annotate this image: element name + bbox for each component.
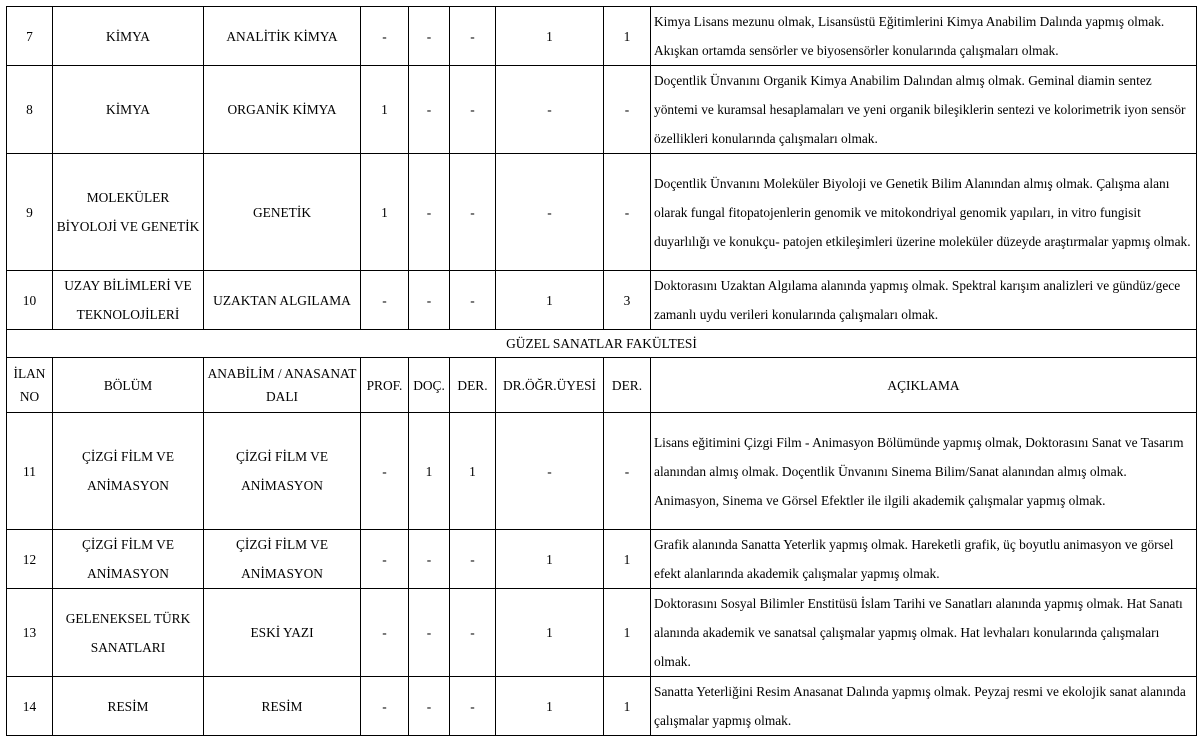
header-bolum: BÖLÜM (53, 358, 204, 413)
bolum-cell: GELENEKSEL TÜRK SANATLARI (53, 589, 204, 677)
anabilim-cell: ESKİ YAZI (204, 589, 361, 677)
doc-cell: - (409, 154, 450, 271)
job-listing-table (6, 6, 1197, 736)
der-cell: 1 (604, 530, 651, 589)
doc-cell: - (409, 589, 450, 677)
der-cell: - (450, 677, 496, 736)
aciklama-cell: Grafik alanında Sanatta Yeterlik yapmış olmak. Hareketli grafik, üç boyutlu animasyon ve görsel efekt alanlarında akademik çalışmalar yapmış olmak. (651, 530, 1197, 589)
header-aciklama: AÇIKLAMA (651, 358, 1197, 413)
header-ilan-no: İLAN NO (7, 358, 53, 413)
faculty-title: GÜZEL SANATLAR FAKÜLTESİ (7, 330, 1197, 358)
der-cell: - (450, 154, 496, 271)
aciklama-cell: Doçentlik Ünvanını Moleküler Biyoloji ve Genetik Bilim Alanından almış olmak. Çalışma alanı olarak fungal fitopatojenlerin genomik ve mitokondriyal genomik yapıları, in vitro fungisit duyarlılığı ve konukçu- patojen etkileşimleri üzerine moleküler düzeyde araştırmalar yapmış olmak. (651, 154, 1197, 271)
aciklama-cell: Doktorasını Sosyal Bilimler Enstitüsü İslam Tarihi ve Sanatları alanında yapmış olmak. Hat Sanatı alanında akademik ve sanatsal çalışmalar yapmış olmak. Hat levhaları konularında çalışmaları olmak. (651, 589, 1197, 677)
der-cell: - (450, 530, 496, 589)
bolum-cell: KİMYA (53, 7, 204, 66)
dr-ogr-uyesi-cell: - (496, 66, 604, 154)
bolum-cell: UZAY BİLİMLERİ VE TEKNOLOJİLERİ (53, 271, 204, 330)
prof-cell: 1 (361, 66, 409, 154)
anabilim-cell: UZAKTAN ALGILAMA (204, 271, 361, 330)
table-row (7, 154, 1197, 271)
doc-cell: - (409, 66, 450, 154)
ilan-no-cell: 9 (7, 154, 53, 271)
anabilim-cell: RESİM (204, 677, 361, 736)
ilan-no-cell: 7 (7, 7, 53, 66)
dr-ogr-uyesi-cell: 1 (496, 7, 604, 66)
der-cell: - (604, 66, 651, 154)
der-cell: - (604, 413, 651, 530)
bolum-cell: ÇİZGİ FİLM VE ANİMASYON (53, 413, 204, 530)
der-cell: 1 (604, 589, 651, 677)
ilan-no-cell: 14 (7, 677, 53, 736)
aciklama-cell: Lisans eğitimini Çizgi Film - Animasyon Bölümünde yapmış olmak, Doktorasını Sanat ve Tasarım alanından almış olmak. Doçentlik Ünvanını Sinema Bilim/Sanat alanından almış olmak. Animasyon, Sinema ve Görsel Efektler ile ilgili akademik çalışmalar yapmış olmak. (651, 413, 1197, 530)
section-row (7, 330, 1197, 358)
doc-cell: 1 (409, 413, 450, 530)
dr-ogr-uyesi-cell: 1 (496, 530, 604, 589)
anabilim-cell: ANALİTİK KİMYA (204, 7, 361, 66)
bolum-cell: ÇİZGİ FİLM VE ANİMASYON (53, 530, 204, 589)
bolum-cell: KİMYA (53, 66, 204, 154)
header-anabilim: ANABİLİM / ANASANAT DALI (204, 358, 361, 413)
ilan-no-cell: 13 (7, 589, 53, 677)
table-row (7, 413, 1197, 530)
aciklama-cell: Doktorasını Uzaktan Algılama alanında yapmış olmak. Spektral karışım analizleri ve gündüz/gece zamanlı uydu verileri konularında çalışmaları olmak. (651, 271, 1197, 330)
table-row (7, 271, 1197, 330)
bolum-cell: RESİM (53, 677, 204, 736)
prof-cell: - (361, 530, 409, 589)
ilan-no-cell: 10 (7, 271, 53, 330)
prof-cell: - (361, 7, 409, 66)
dr-ogr-uyesi-cell: 1 (496, 589, 604, 677)
doc-cell: - (409, 271, 450, 330)
der-cell: - (450, 589, 496, 677)
table-row (7, 66, 1197, 154)
prof-cell: 1 (361, 154, 409, 271)
anabilim-cell: ORGANİK KİMYA (204, 66, 361, 154)
der-cell: 3 (604, 271, 651, 330)
dr-ogr-uyesi-cell: - (496, 154, 604, 271)
prof-cell: - (361, 271, 409, 330)
prof-cell: - (361, 413, 409, 530)
header-row (7, 358, 1197, 413)
header-der: DER. (450, 358, 496, 413)
der-cell: - (450, 66, 496, 154)
prof-cell: - (361, 589, 409, 677)
der-cell: 1 (604, 7, 651, 66)
anabilim-cell: GENETİK (204, 154, 361, 271)
header-der: DER. (604, 358, 651, 413)
anabilim-cell: ÇİZGİ FİLM VE ANİMASYON (204, 530, 361, 589)
der-cell: 1 (604, 677, 651, 736)
header-prof: PROF. (361, 358, 409, 413)
table-row (7, 589, 1197, 677)
aciklama-cell: Doçentlik Ünvanını Organik Kimya Anabilim Dalından almış olmak. Geminal diamin sentez yöntemi ve kuramsal hesaplamaları ve yeni organik bileşiklerin sentezi ve kolorimetrik iyon sensör özellikleri konularında çalışmaları olmak. (651, 66, 1197, 154)
doc-cell: - (409, 7, 450, 66)
ilan-no-cell: 11 (7, 413, 53, 530)
doc-cell: - (409, 530, 450, 589)
dr-ogr-uyesi-cell: - (496, 413, 604, 530)
aciklama-cell: Kimya Lisans mezunu olmak, Lisansüstü Eğitimlerini Kimya Anabilim Dalında yapmış olmak. Akışkan ortamda sensörler ve biyosensörler konularında çalışmaları olmak. (651, 7, 1197, 66)
dr-ogr-uyesi-cell: 1 (496, 271, 604, 330)
ilan-no-cell: 8 (7, 66, 53, 154)
table-row (7, 7, 1197, 66)
header-doc: DOÇ. (409, 358, 450, 413)
ilan-no-cell: 12 (7, 530, 53, 589)
der-cell: - (450, 7, 496, 66)
table-row (7, 530, 1197, 589)
dr-ogr-uyesi-cell: 1 (496, 677, 604, 736)
der-cell: 1 (450, 413, 496, 530)
der-cell: - (604, 154, 651, 271)
prof-cell: - (361, 677, 409, 736)
table-row (7, 677, 1197, 736)
header-dr-ogr-uyesi: DR.ÖĞR.ÜYESİ (496, 358, 604, 413)
aciklama-cell: Sanatta Yeterliğini Resim Anasanat Dalında yapmış olmak. Peyzaj resmi ve ekolojik sanat alanında çalışmalar yapmış olmak. (651, 677, 1197, 736)
der-cell: - (450, 271, 496, 330)
bolum-cell: MOLEKÜLER BİYOLOJİ VE GENETİK (53, 154, 204, 271)
doc-cell: - (409, 677, 450, 736)
anabilim-cell: ÇİZGİ FİLM VE ANİMASYON (204, 413, 361, 530)
